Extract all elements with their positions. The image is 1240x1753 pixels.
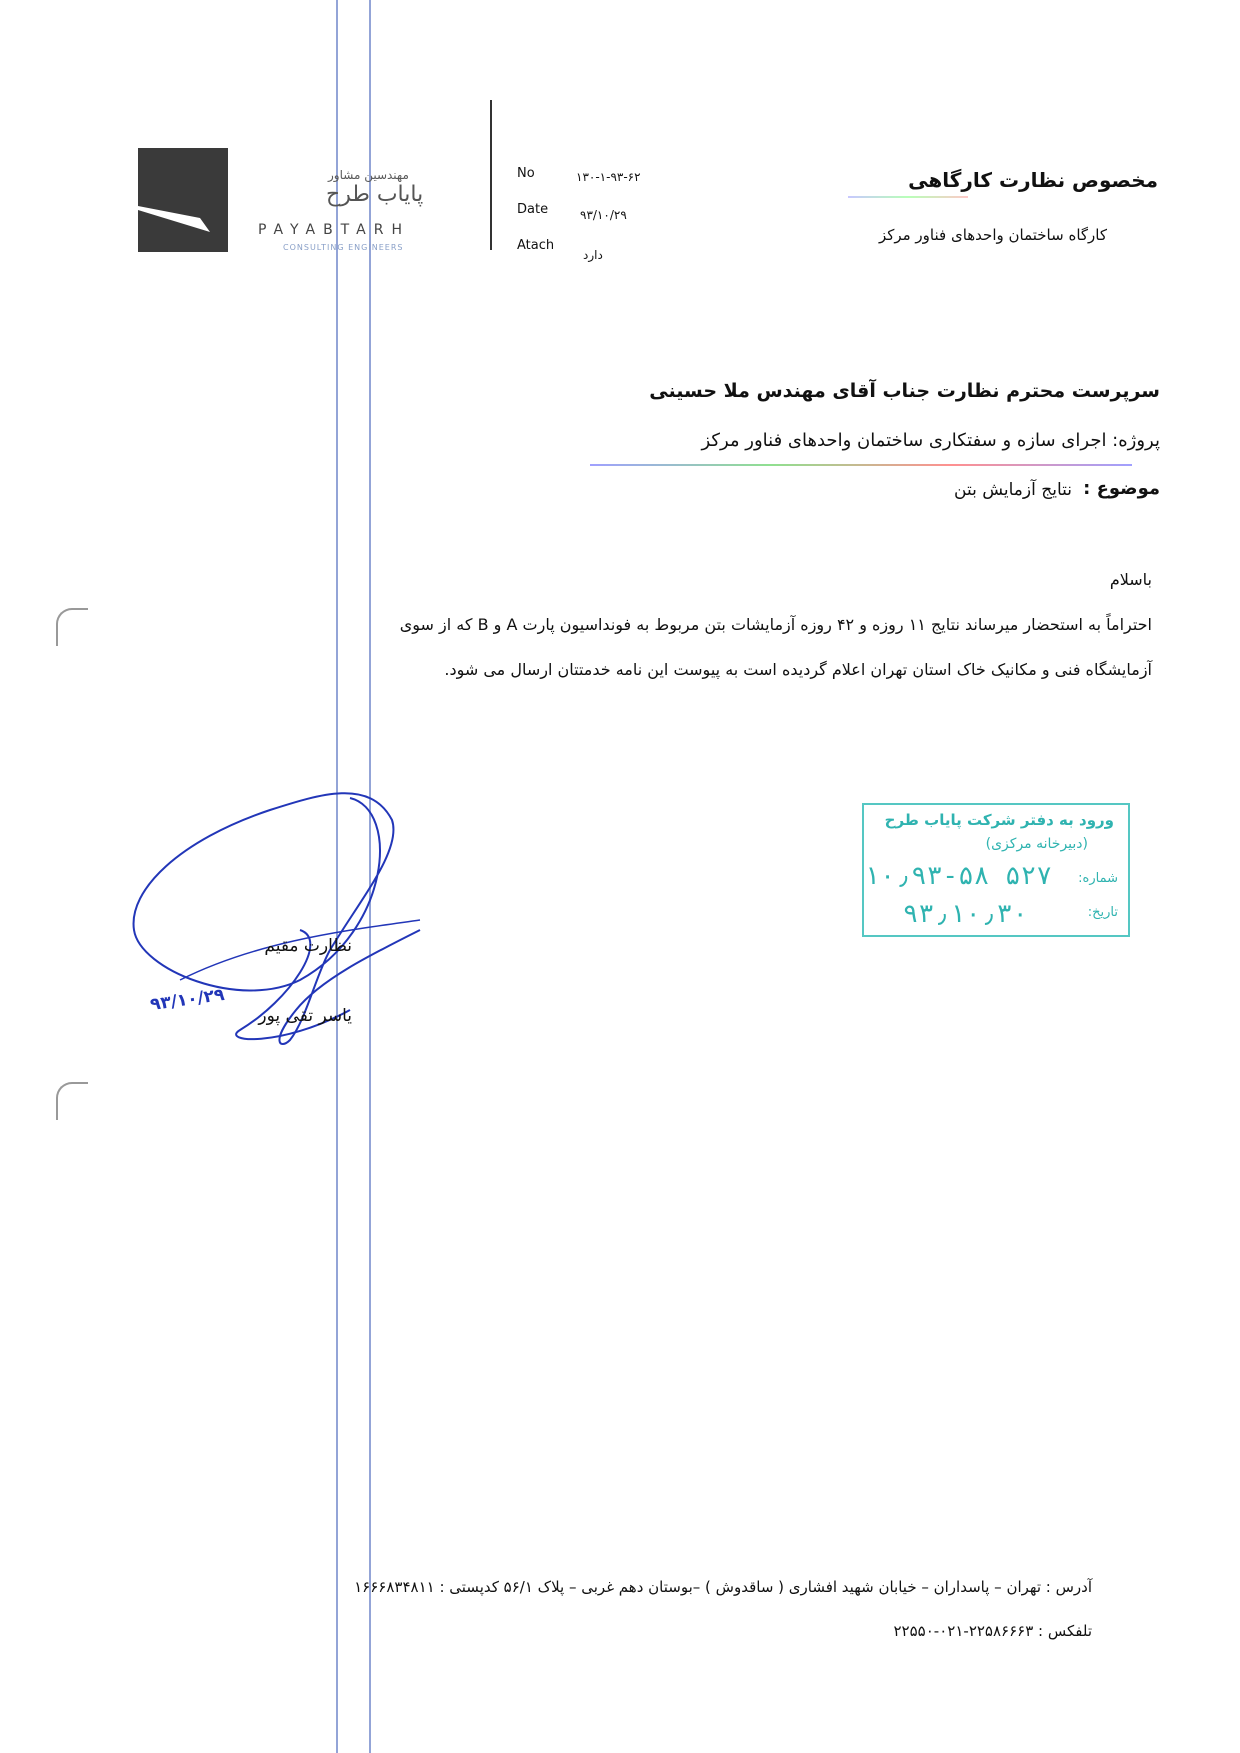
logo-brand-name: PAYABTARH: [258, 222, 410, 238]
project-underline: [590, 464, 1132, 466]
footer-telfax: تلفکس : ۲۲۵۸۶۶۶۳-۰۲۱-۲۲۵۵۰: [893, 1622, 1092, 1640]
letter-recipient: سرپرست محترم نظارت جناب آقای مهندس ملا حسینی: [649, 380, 1160, 402]
header-title: مخصوص نظارت کارگاهی: [908, 168, 1158, 192]
header-subtitle: کارگاه ساختمان واحدهای فناور مرکز: [878, 226, 1107, 244]
hole-punch-mark: [56, 1082, 88, 1120]
ref-date-label: Date: [517, 202, 549, 217]
ref-no-value: ۱۳۰-۱-۹۳-۶۲: [576, 170, 641, 184]
logo-tagline: CONSULTING ENGINEERS: [283, 243, 404, 252]
header-underline: [848, 196, 968, 198]
letter-greeting: باسلام: [1109, 570, 1152, 589]
letter-project: پروژه: اجرای سازه و سفتکاری ساختمان واحدهای فناور مرکز: [701, 430, 1160, 451]
stamp-number-label: شماره:: [1078, 871, 1118, 886]
stamp-date-value: ۹۳٫۱۰٫۳۰: [902, 899, 1028, 929]
signature-handwritten-date: ۹۳/۱۰/۲۹: [148, 984, 226, 1016]
ref-no-label: No: [517, 166, 535, 181]
receipt-stamp: [862, 803, 1130, 937]
letter-body-line: احتراماً به استحضار میرساند نتایج ۱۱ روزه و ۴۲ روزه آزمایشات بتن مربوط به فونداسیون پارت A و B که از سوی: [399, 615, 1152, 634]
ref-attach-label: Atach: [517, 238, 555, 253]
footer-address: آدرس : تهران – پاسداران – خیابان شهید افشاری ( ساقدوش ) –بوستان دهم غربی – پلاک ۵۶/۱ کدپستی : ۱۶۶۶۸۳۴۸۱۱: [354, 1578, 1092, 1596]
signature-title: نظارت مقیم: [264, 936, 352, 956]
hole-punch-mark: [56, 608, 88, 646]
stamp-subtitle: (دبیرخانه مرکزی): [985, 836, 1088, 852]
letter-subject-label: موضوع :: [1083, 478, 1160, 499]
logo-fa-small: مهندسین مشاور: [328, 168, 409, 182]
letter-subject-value: نتایج آزمایش بتن: [954, 480, 1072, 500]
signature-name: یاسر تقی پور: [258, 1006, 352, 1026]
stamp-number-value: ۱۰٫۹۳-۵۸ ۵۲۷: [864, 861, 1052, 891]
stamp-date-label: تاریخ:: [1087, 905, 1118, 920]
logo-divider: [490, 100, 492, 250]
letter-body-line: آزمایشگاه فنی و مکانیک خاک استان تهران اعلام گردیده است به پیوست این نامه خدمتتان ارسال می شود.: [444, 660, 1152, 679]
logo-fa-name: پایاب طرح: [326, 182, 424, 207]
logo-mark-icon: [138, 148, 228, 252]
ref-attach-value: دارد: [583, 248, 603, 262]
stamp-title: ورود به دفتر شرکت پایاب طرح: [884, 811, 1114, 829]
ref-date-value: ۹۳/۱۰/۲۹: [580, 208, 627, 222]
